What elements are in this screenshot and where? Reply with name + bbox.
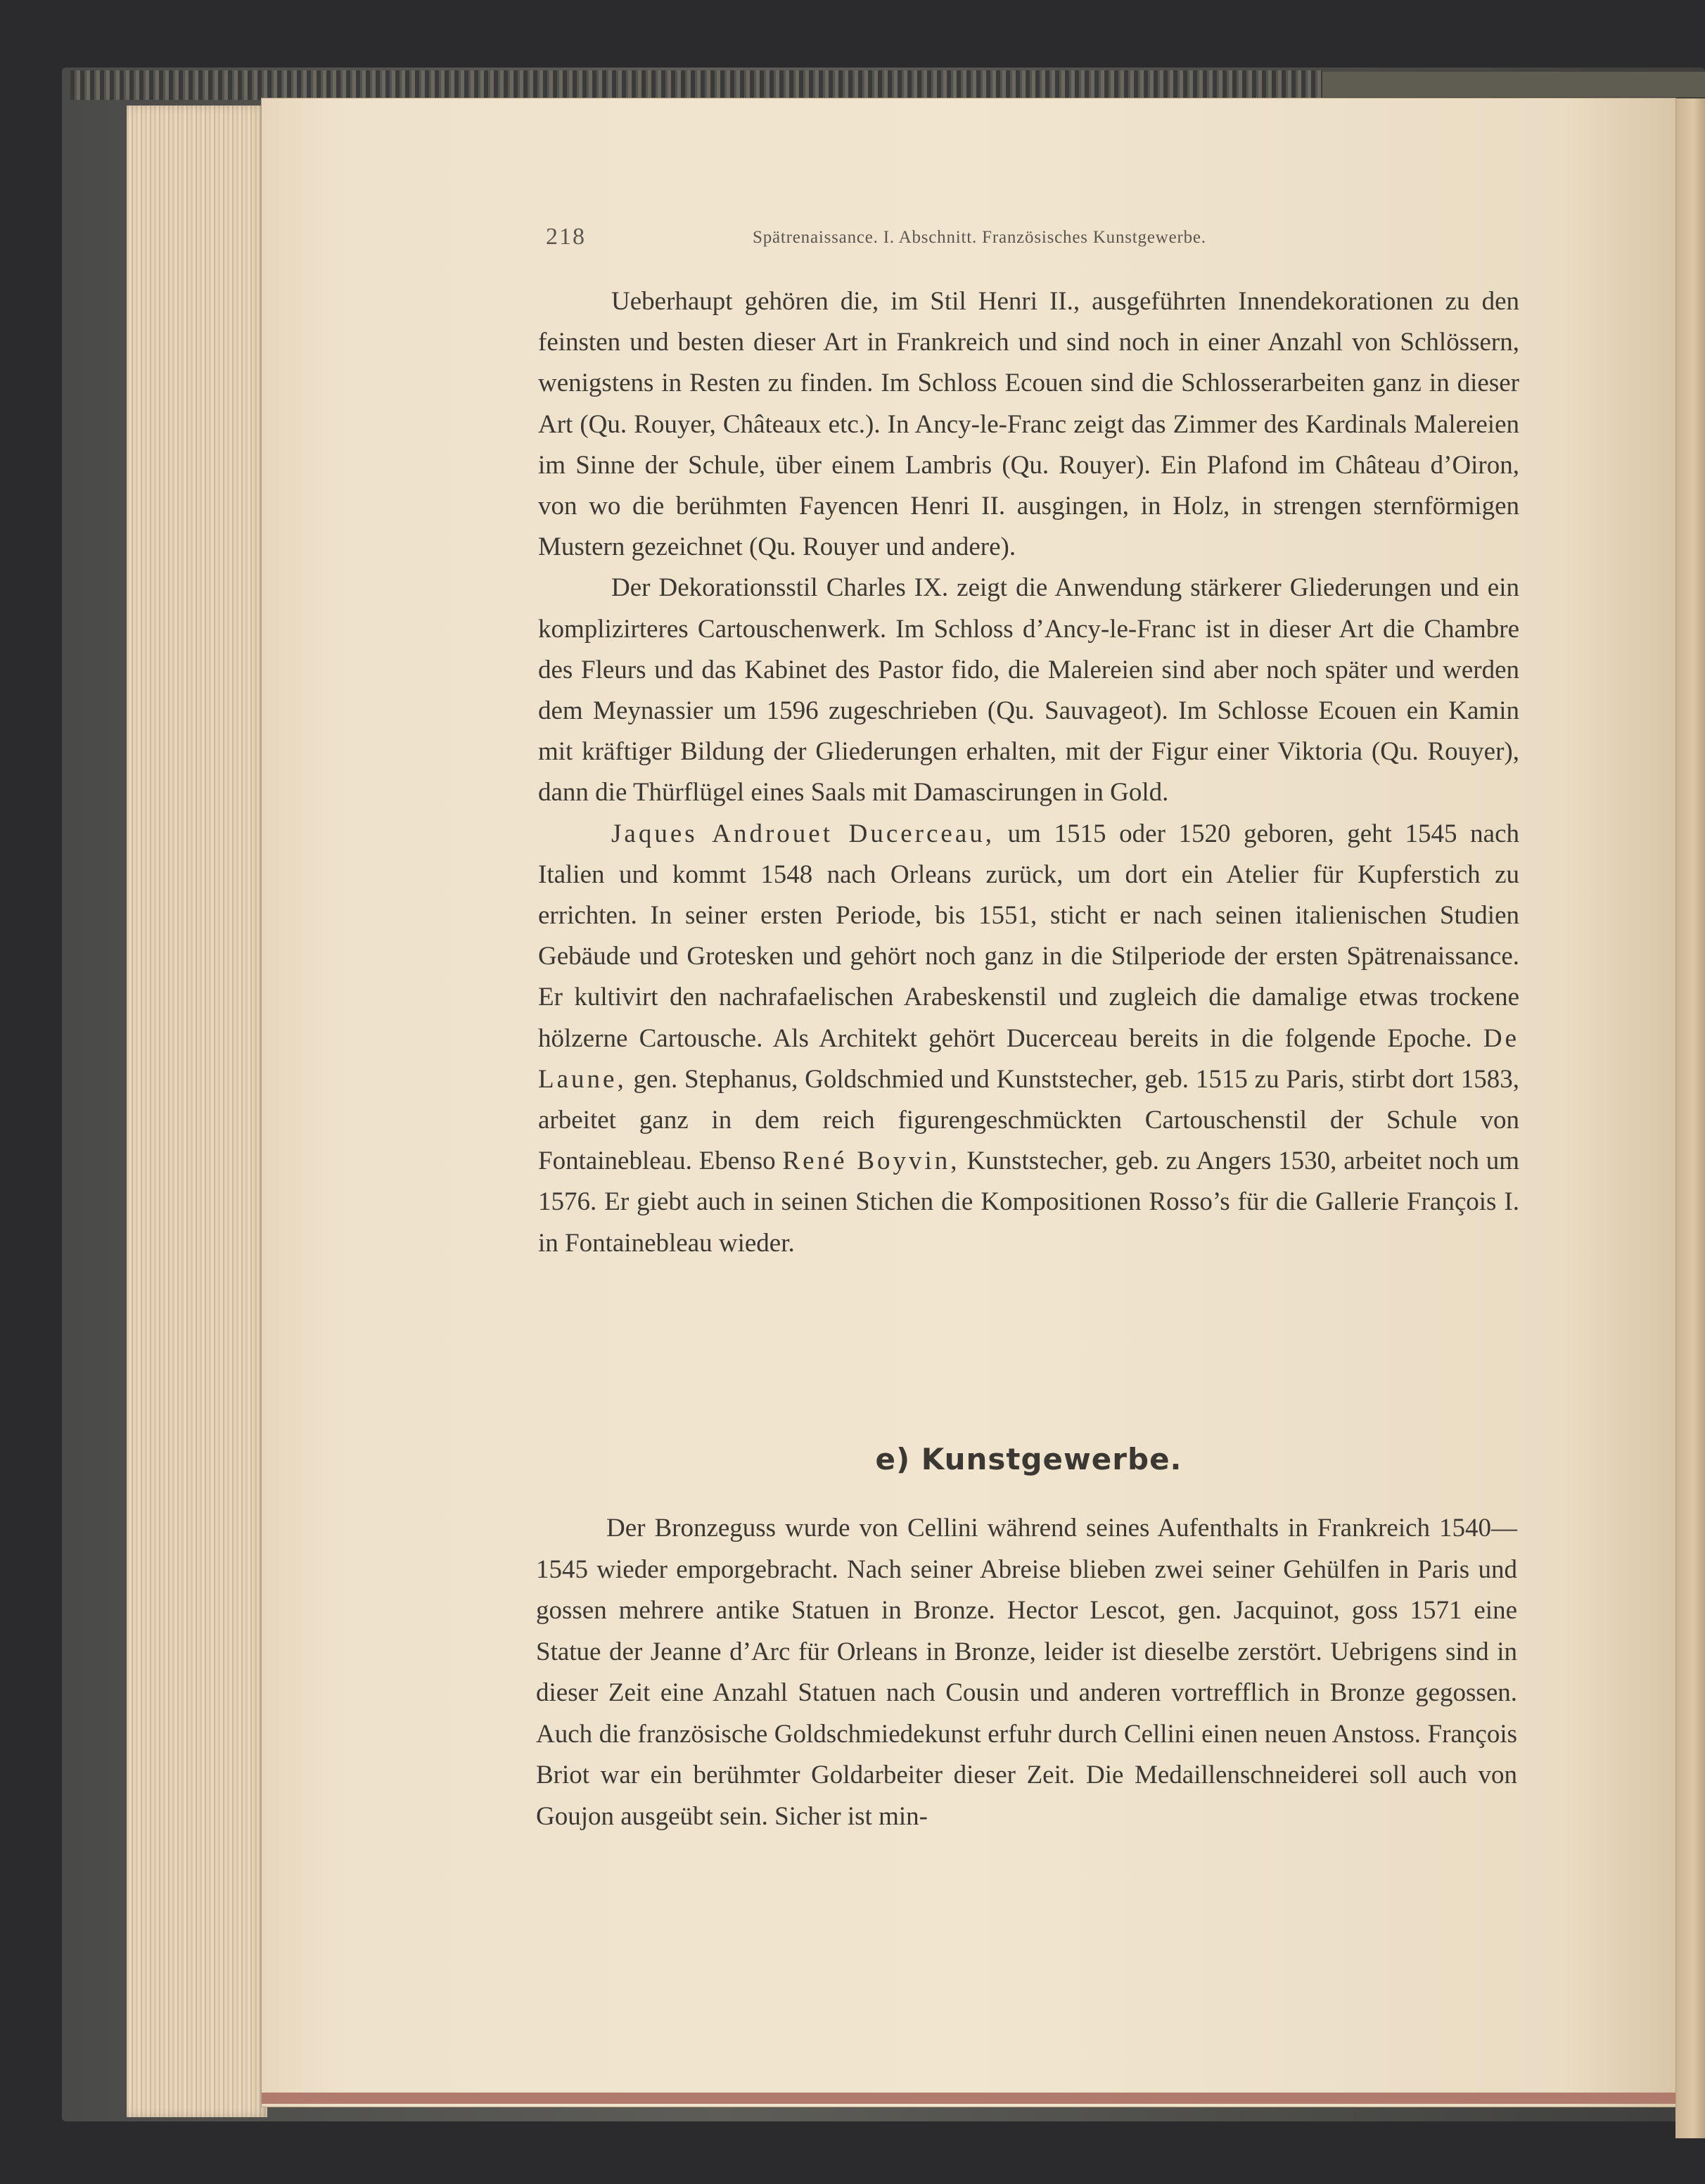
person-name: René Boyvin, (782, 1147, 960, 1176)
book-spine-top (70, 70, 1322, 100)
page-number: 218 (546, 224, 586, 250)
person-name: De Laune, (538, 1023, 1519, 1094)
paragraph: Ueberhaupt gehören die, im Stil Henri II., ausgeführten Innendekorationen zu den feinsten und besten dieser Art in Frankreich und sind noch in einer Anzahl von Schlössern, wenigstens in Resten zu finden. Im Schloss Ecouen sind die Schlosserarbeiten ganz in dieser Art (Qu. Rouyer, Châteaux etc.). In Ancy-le-Franc zeigt das Zimmer des Kardinals Malereien im Sinne der Schule, über einem Lambris (Qu. Rouyer). Ein Plafond im Château d’Oiron, von wo die berühmten Fayencen Henri II. ausgingen, in Holz, in strengen sternförmigen Mustern gezeichnet (Qu. Rouyer und andere). (538, 287, 1519, 562)
page-header (546, 224, 1334, 252)
page-bottom-edge (262, 2093, 1675, 2104)
person-name: Jaques Androuet Ducerceau, (611, 819, 995, 848)
paragraph: Der Dekorationsstil Charles IX. zeigt die Anwendung stärkerer Gliederungen und ein komplizirteres Cartouschenwerk. Im Schloss d’Ancy-le-Franc ist in dieser Art die Chambre des Fleurs und das Kabinet des Pastor fido, die Malereien sind aber noch später und werden dem Meynassier um 1596 zugeschrieben (Qu. Sauvageot). Im Schlosse Ecouen ein Kamin mit kräftiger Bildung der Gliederungen erhalten, mit der Figur einer Viktoria (Qu. Rouyer), dann die Thürflügel eines Saals mit Damascirungen in Gold. (538, 573, 1519, 807)
paragraph-text: um 1515 oder 1520 geboren, geht 1545 nach Italien und kommt 1548 nach Orleans zurück, um dort ein Atelier für Kupferstich zu errichten. In seiner ersten Periode, bis 1551, sticht er nach seinen italienischen Studien Gebäude und Grotesken und gehört noch ganz in die Stilperiode der ersten Spätrenaissance. Er kultivirt den nachrafaelischen Arabeskenstil und zugleich die damalige etwas trockene hölzerne Cartousche. Als Architekt gehört Ducerceau bereits in die folgende Epoche. (538, 819, 1519, 1053)
section-body-text (536, 1508, 1517, 1837)
body-text (538, 281, 1519, 1264)
paragraph: Der Bronzeguss wurde von Cellini während seines Aufenthalts in Frankreich 1540—1545 wieder emporgebracht. Nach seiner Abreise blieben zwei seiner Gehülfen in Paris und gossen mehrere antike Statuen in Bronze. Hector Lescot, gen. Jacquinot, goss 1571 eine Statue der Jeanne d’Arc für Orleans in Bronze, leider ist dieselbe zerstört. Uebrigens sind in dieser Zeit eine Anzahl Statuen nach Cousin und anderen vortrefflich in Bronze gegossen. Auch die französische Goldschmiedekunst erfuhr durch Cellini einen neuen Anstoss. François Briot war ein berühmter Goldarbeiter dieser Zeit. Die Medaillenschneiderei soll auch von Goujon ausgeübt sein. Sicher ist min- (536, 1514, 1517, 1831)
section-heading: e) Kunstgewerbe. (875, 1442, 1182, 1476)
page-stack-edges (127, 106, 267, 2117)
paragraph (538, 814, 1519, 1264)
paragraph-text: Kunststecher, geb. zu Angers 1530, arbeitet noch um 1576. Er giebt auch in seinen Stichen die Kompositionen Rosso’s für die Gallerie François I. in Fontainebleau wieder. (538, 1147, 1520, 1258)
running-head: Spätrenaissance. I. Abschnitt. Französisches Kunstgewerbe. (753, 228, 1206, 247)
paragraph-text: gen. Stephanus, Goldschmied und Kunststecher, geb. 1515 zu Paris, stirbt dort 1583, arbeitet ganz in dem reich figurengeschmückten Cartouschenstil der Schule von Fontainebleau. Ebenso (538, 1064, 1519, 1176)
facing-page-edge (1675, 98, 1705, 2138)
book-spine-strip (1322, 72, 1705, 97)
